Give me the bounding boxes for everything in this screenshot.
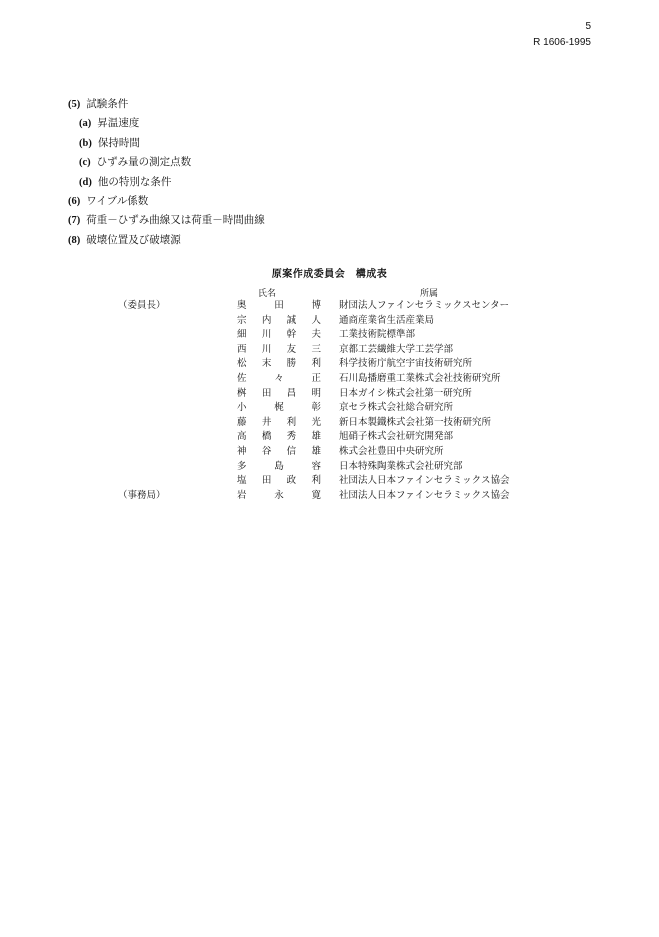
item-text: 荷重－ひずみ曲線又は荷重－時間曲線 (86, 214, 265, 227)
list-item (68, 212, 265, 228)
item-text: 他の特別な条件 (97, 175, 172, 188)
member-affiliation: 通商産業省生活産業局 (339, 314, 435, 326)
member-affiliation: 科学技術庁航空宇宙技術研究所 (339, 358, 473, 370)
member-affiliation: 工業技術院標準部 (339, 329, 416, 341)
column-header-name: 氏名 (258, 289, 277, 299)
member-name: 神 谷 信 雄 (237, 446, 321, 457)
item-number: (c) (79, 157, 91, 169)
table-row (0, 460, 659, 474)
item-number: (7) (68, 215, 81, 227)
list-item (79, 135, 140, 151)
member-name: 小 梶 彰 (237, 402, 321, 414)
table-row (0, 314, 659, 328)
member-name: 細 川 幹 夫 (237, 329, 321, 341)
member-name: 藤 井 利 光 (237, 416, 321, 428)
item-number: (8) (68, 234, 81, 246)
member-affiliation: 株式会社豊田中央研究所 (339, 446, 444, 457)
member-name: 桝 田 昌 明 (237, 387, 321, 399)
member-affiliation: 社団法人日本ファインセラミックス協会 (339, 489, 510, 501)
item-text: 試験条件 (86, 98, 129, 110)
member-name: 西 川 友 三 (237, 343, 321, 355)
item-text: 保持時間 (97, 136, 140, 149)
list-item (79, 115, 139, 131)
column-header-affiliation: 所属 (420, 289, 439, 299)
list-item (79, 174, 171, 190)
list-item (68, 232, 181, 248)
table-row (0, 430, 659, 444)
member-affiliation: 京都工芸繊維大学工芸学部 (339, 343, 454, 355)
item-number: (6) (68, 196, 81, 207)
standard-number: R 1606-1995 (533, 37, 591, 48)
member-affiliation: 新日本製鐵株式会社第一技術研究所 (339, 416, 492, 428)
member-name: 佐 々 正 (237, 373, 321, 384)
member-name: 奥 田 博 (237, 300, 321, 311)
table-row (0, 328, 659, 342)
item-number: (5) (68, 99, 81, 110)
table-row (0, 489, 659, 503)
item-text: ひずみ量の測定点数 (96, 156, 192, 169)
list-item (79, 154, 191, 170)
item-text: 昇温速度 (97, 117, 140, 130)
table-row (0, 372, 659, 386)
member-name: 多 島 容 (237, 460, 321, 472)
list-item (68, 96, 128, 112)
member-affiliation: 財団法人ファインセラミックスセンター (339, 300, 510, 311)
member-affiliation: 京セラ株式会社総合研究所 (339, 402, 454, 414)
table-row (0, 445, 659, 459)
table-row (0, 401, 659, 415)
item-text: ワイブル係数 (86, 195, 149, 207)
table-row (0, 357, 659, 371)
page-number: 5 (585, 21, 591, 32)
member-name: 松 末 勝 利 (237, 358, 321, 370)
member-affiliation: 日本特殊陶業株式会社研究部 (339, 460, 463, 472)
item-number: (d) (79, 176, 92, 188)
member-name: 岩 永 寛 (237, 489, 321, 501)
member-affiliation: 日本ガイシ株式会社第一研究所 (339, 387, 472, 399)
table-row (0, 416, 659, 430)
table-row (0, 474, 659, 488)
item-number: (a) (79, 118, 92, 130)
member-role: （事務局） (118, 489, 166, 501)
member-name: 塩 田 政 利 (237, 475, 321, 487)
table-row (0, 299, 659, 313)
member-affiliation: 旭硝子株式会社研究開発部 (339, 431, 454, 443)
member-name: 高 橋 秀 雄 (237, 431, 321, 443)
member-role: （委員長） (118, 300, 166, 311)
committee-title: 原案作成委員会 構成表 (271, 269, 388, 280)
table-row (0, 343, 659, 357)
member-affiliation: 社団法人日本ファインセラミックス協会 (339, 475, 510, 487)
member-affiliation: 石川島播磨重工業株式会社技術研究所 (339, 373, 501, 384)
member-name: 宗 内 誠 人 (237, 314, 321, 326)
table-row (0, 387, 659, 401)
list-item (68, 193, 148, 209)
item-number: (b) (79, 137, 92, 149)
item-text: 破壊位置及び破壊源 (86, 233, 181, 246)
